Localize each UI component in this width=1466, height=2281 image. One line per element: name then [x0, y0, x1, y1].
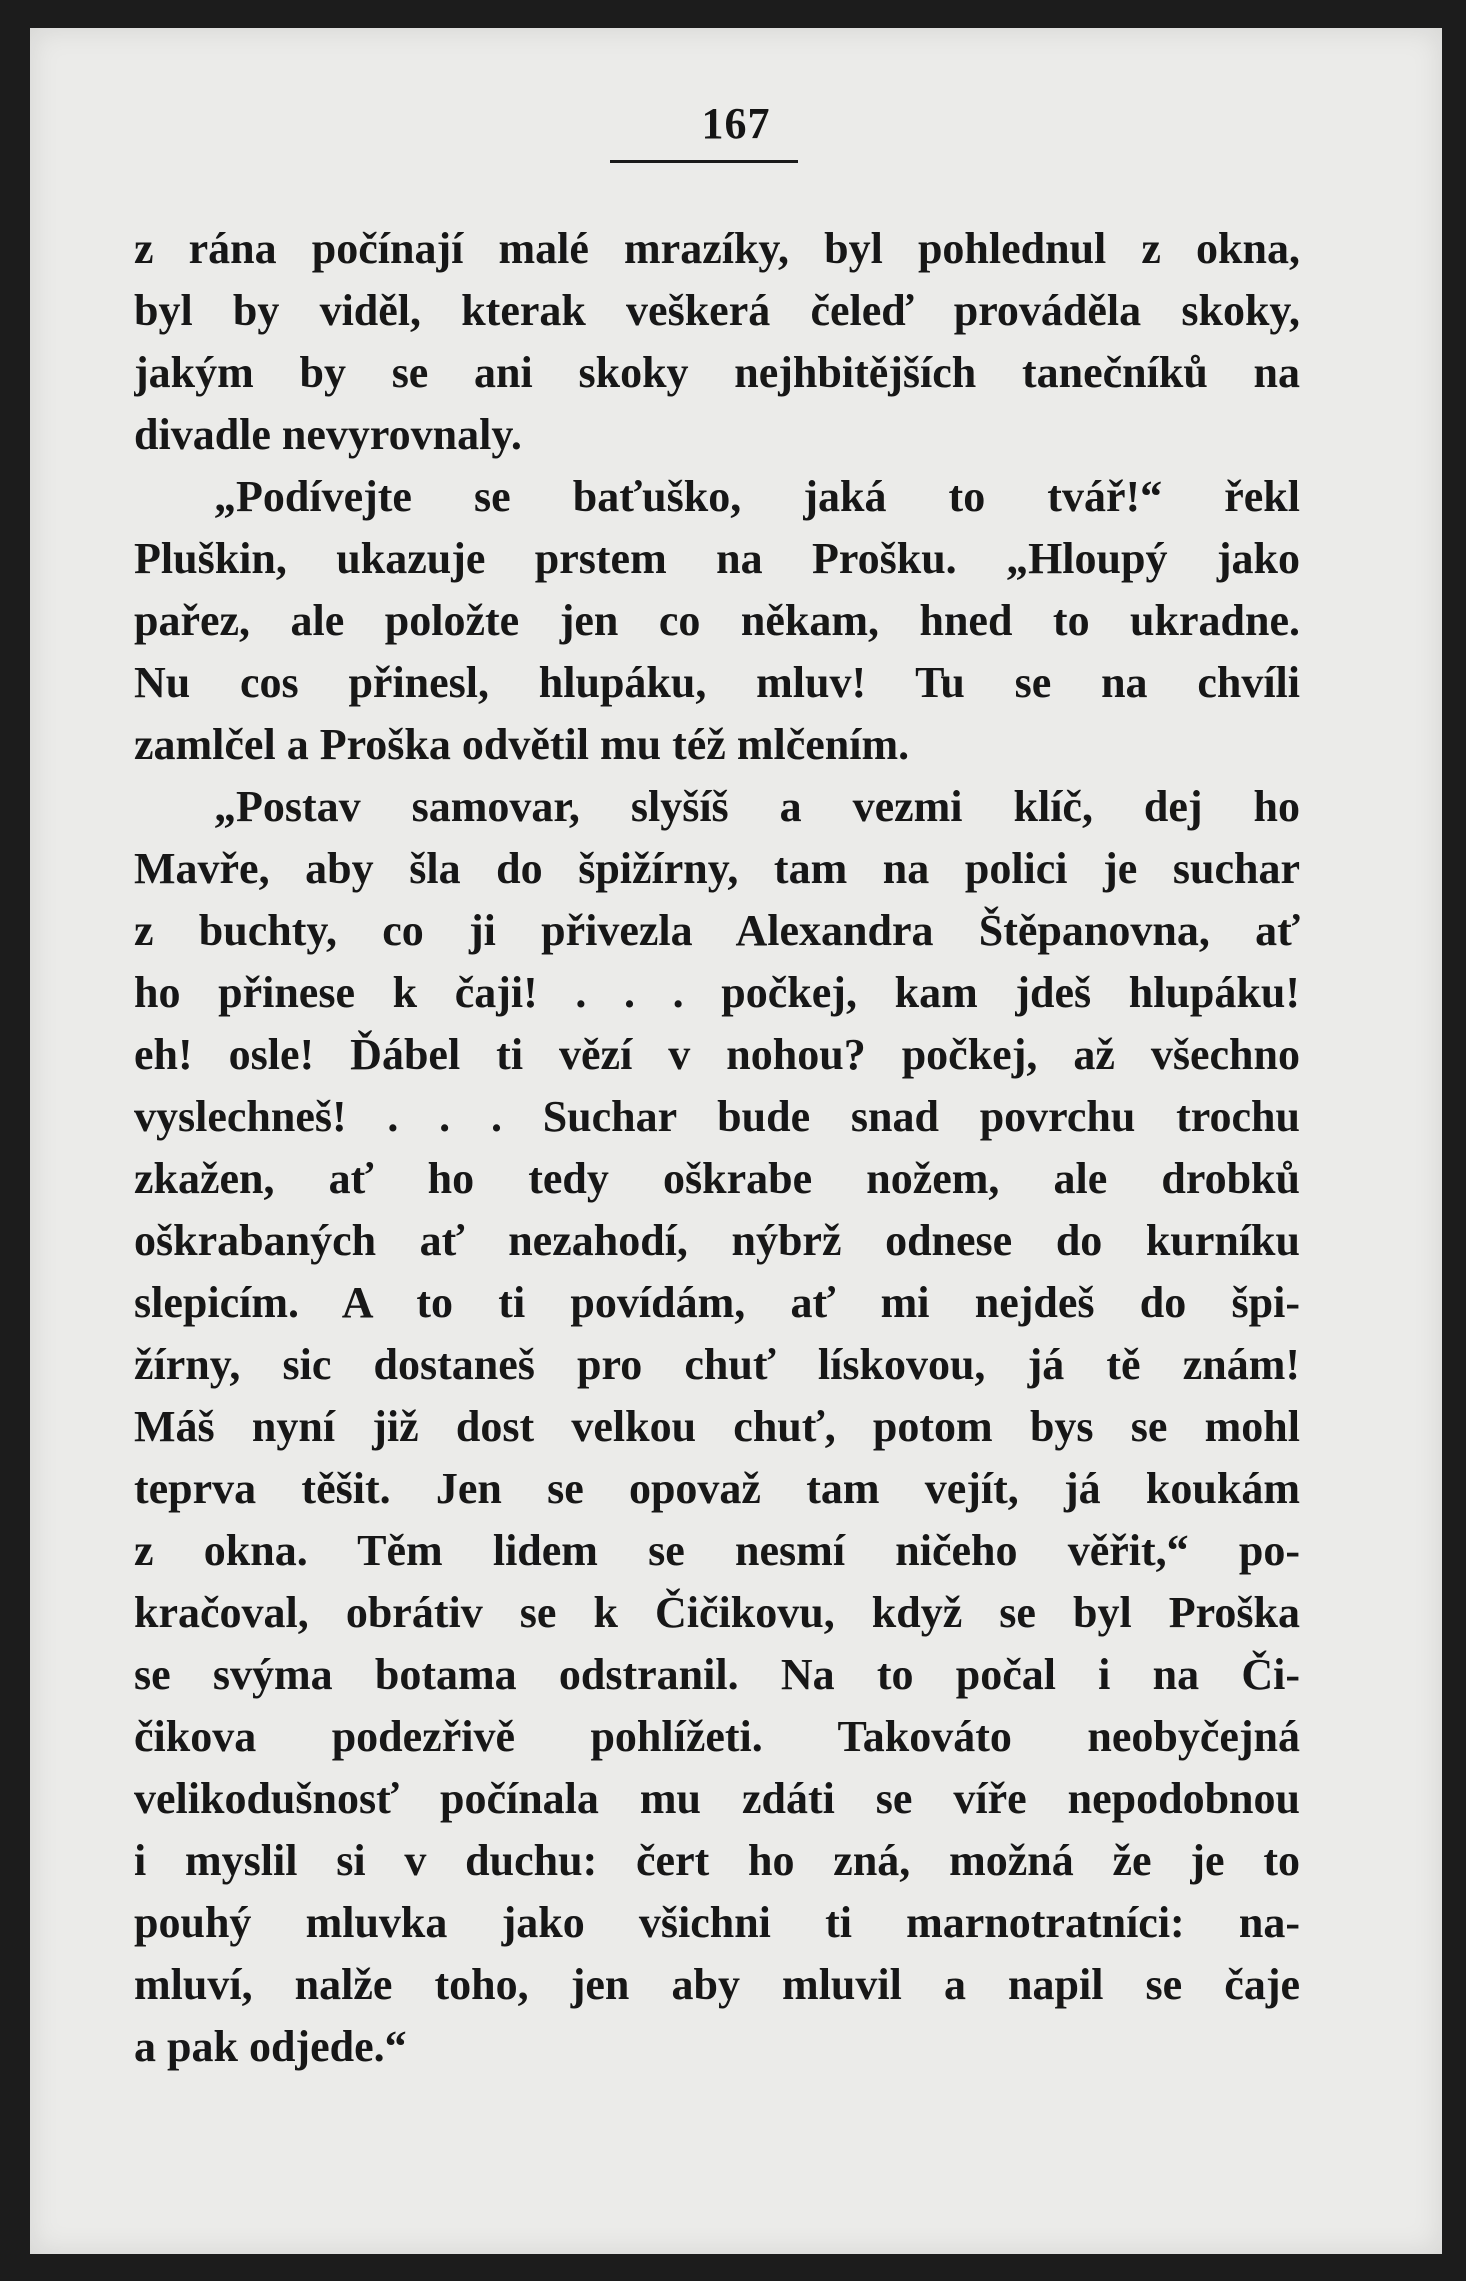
text-line: jakým by se ani skoky nejhbitějších tanečníků na: [134, 348, 1300, 397]
text-line: žírny, sic dostaneš pro chuť lískovou, já tě znám!: [134, 1340, 1300, 1389]
text-line: a pak odjede.“: [134, 2022, 407, 2071]
text-line: oškrabaných ať nezahodí, nýbrž odnese do kurníku: [134, 1216, 1300, 1265]
text-line: „Podívejte se baťuško, jaká to tvář!“ řekl: [214, 472, 1300, 521]
text-line: z okna. Těm lidem se nesmí ničeho věřit,“ po-: [134, 1526, 1300, 1575]
text-line: čikova podezřivě pohlížeti. Takováto neobyčejná: [134, 1712, 1300, 1761]
text-line: pařez, ale položte jen co někam, hned to ukradne.: [134, 596, 1300, 645]
body-text: [134, 218, 1300, 2078]
page-number: 167: [701, 99, 771, 148]
text-line: slepicím. A to ti povídám, ať mi nejdeš do špi-: [134, 1278, 1300, 1327]
page-number-rule: [610, 160, 798, 163]
text-line: Máš nyní již dost velkou chuť, potom bys se mohl: [134, 1402, 1300, 1451]
text-line: zkažen, ať ho tedy oškrabe nožem, ale drobků: [134, 1154, 1300, 1203]
text-line: Nu cos přinesl, hlupáku, mluv! Tu se na chvíli: [134, 658, 1300, 707]
text-line: pouhý mluvka jako všichni ti marnotratníci: na-: [134, 1898, 1300, 1947]
text-line: divadle nevyrovnaly.: [134, 410, 522, 459]
text-line: „Postav samovar, slyšíš a vezmi klíč, dej ho: [214, 782, 1300, 831]
text-line: Mavře, aby šla do špižírny, tam na polici je suchar: [134, 844, 1300, 893]
text-line: i myslil si v duchu: čert ho zná, možná že je to: [134, 1836, 1300, 1885]
text-line: mluví, nalže toho, jen aby mluvil a napil se čaje: [134, 1960, 1300, 2009]
text-line: z rána počínají malé mrazíky, byl pohlednul z okna,: [134, 224, 1300, 273]
text-line: Pluškin, ukazuje prstem na Prošku. „Hloupý jako: [134, 534, 1300, 583]
text-line: ho přinese k čaji! . . . počkej, kam jdeš hlupáku!: [134, 968, 1300, 1017]
text-line: eh! osle! Ďábel ti vězí v nohou? počkej, až všechno: [134, 1030, 1300, 1079]
text-line: velikodušnosť počínala mu zdáti se víře nepodobnou: [134, 1774, 1300, 1823]
text-line: byl by viděl, kterak veškerá čeleď prováděla skoky,: [134, 286, 1300, 335]
text-line: vyslechneš! . . . Suchar bude snad povrchu trochu: [134, 1092, 1300, 1141]
text-line: kračoval, obrátiv se k Čičikovu, když se byl Proška: [134, 1588, 1300, 1637]
text-line: teprva těšit. Jen se opovaž tam vejít, já koukám: [134, 1464, 1300, 1513]
text-line: z buchty, co ji přivezla Alexandra Štěpanovna, ať: [134, 906, 1300, 955]
text-line: zamlčel a Proška odvětil mu též mlčením.: [134, 720, 910, 769]
text-line: se svýma botama odstranil. Na to počal i na Či-: [134, 1650, 1300, 1699]
book-page: [30, 28, 1442, 2254]
